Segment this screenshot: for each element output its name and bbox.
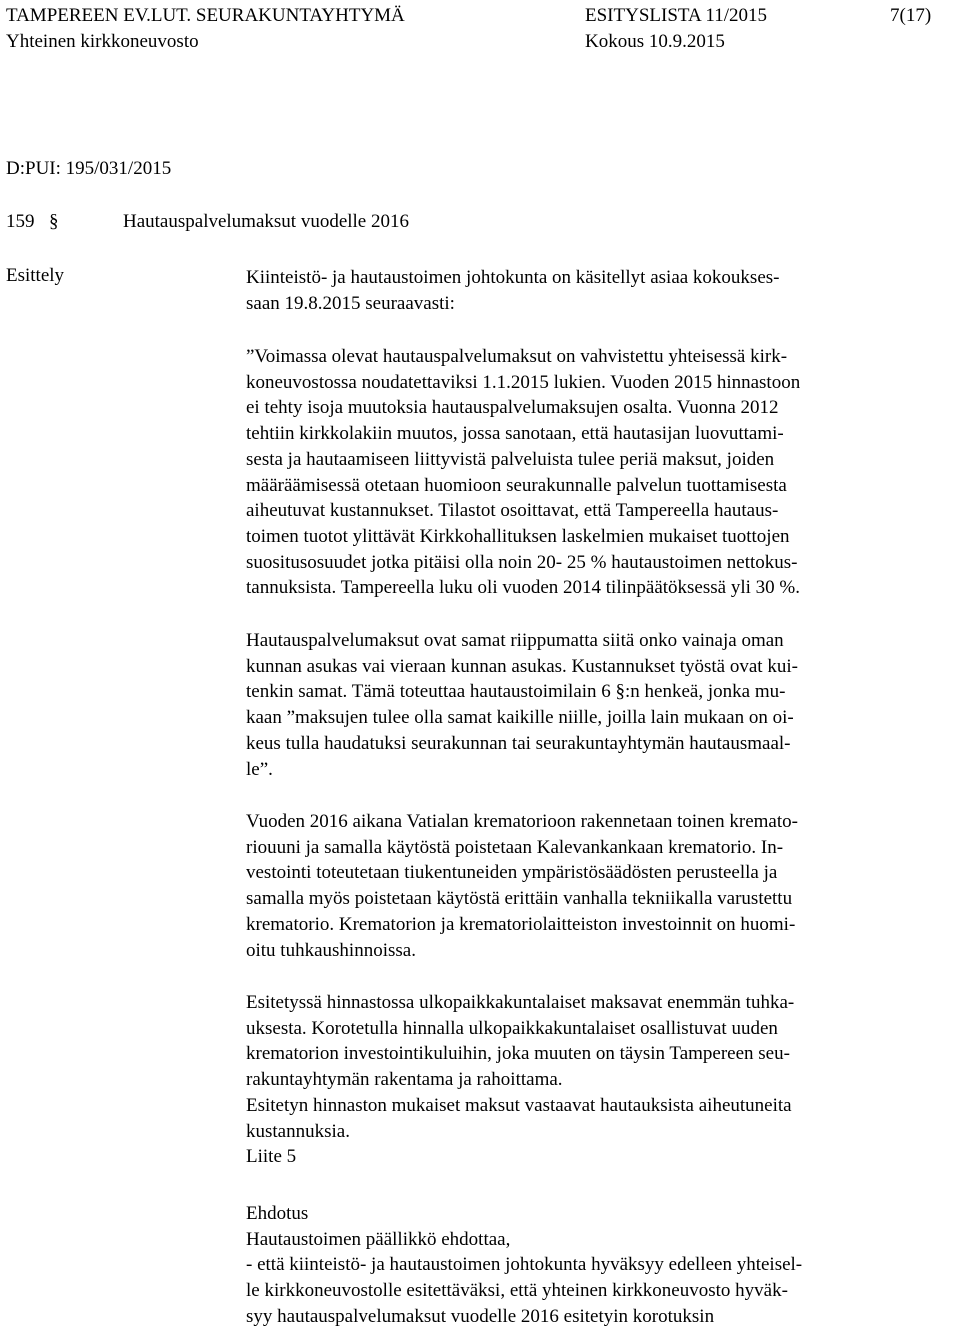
quote-line: sesta ja hautaamiseen liittyvistä palveluista tulee periä maksut, joiden: [246, 448, 775, 470]
proposal-line: - että kiinteistö- ja hautaustoimen johtokunta hyväksyy edelleen yhteisel-: [246, 1254, 803, 1276]
paragraph-line: Esitetyssä hinnastossa ulkopaikkakuntalaiset maksavat enemmän tuhka-: [246, 992, 795, 1013]
fee-equality-paragraph: [246, 628, 910, 782]
paragraph-line: le”.: [246, 758, 273, 780]
paragraph-line: rakuntayhtymän rakentama ja rahoittama.: [246, 1069, 563, 1091]
quote-line: suositusosuudet jotka pitäisi olla noin 20- 25 % hautaustoimen nettokus-: [246, 551, 798, 573]
header-body: Yhteinen kirkkoneuvosto: [6, 31, 199, 52]
paragraph-line: kaan ”maksujen tulee olla samat kaikille niille, joilla lain mukaan on oi-: [246, 707, 794, 729]
paragraph-line: krematorio. Krematorion ja krematoriolaitteiston investoinnit on huomi-: [246, 913, 796, 935]
intro-line: Kiinteistö- ja hautaustoimen johtokunta on käsitellyt asiaa kokoukses-: [246, 267, 780, 288]
header-org: TAMPEREEN EV.LUT. SEURAKUNTAYHTYMÄ: [6, 5, 405, 26]
section-symbol: §: [49, 211, 59, 232]
intro-line: saan 19.8.2015 seuraavasti:: [246, 292, 455, 314]
quote-line: koneuvostossa noudatettaviksi 1.1.2015 lukien. Vuoden 2015 hinnastoon: [246, 371, 801, 393]
paragraph-line: keus tulla haudatuksi seurakunnan tai seurakuntayhtymän hautausmaal-: [246, 732, 791, 754]
item-title: Hautauspalvelumaksut vuodelle 2016: [123, 211, 409, 232]
paragraph-line: kustannuksia.: [246, 1120, 350, 1142]
paragraph-line: uksesta. Korotetulla hinnalla ulkopaikkakuntalaiset osallistuvat uuden: [246, 1017, 778, 1039]
paragraph-line: kunnan asukas vai vieraan kunnan asukas. Kustannukset työstä ovat kui-: [246, 655, 798, 677]
paragraph-line: Esitetyn hinnaston mukaiset maksut vastaavat hautauksista aiheutuneita: [246, 1094, 792, 1116]
paragraph-line: samalla myös poistetaan käytöstä erittäin vanhalla tekniikalla varustettu: [246, 888, 793, 910]
paragraph-line: krematorion investointikuluihin, joka muuten on täysin Tampereen seu-: [246, 1043, 790, 1065]
crematorium-paragraph: [246, 809, 910, 963]
quote-line: ei tehty isoja muutoksia hautauspalvelumaksujen osalta. Vuonna 2012: [246, 397, 779, 419]
proposal-line: Hautaustoimen päällikkö ehdottaa,: [246, 1228, 511, 1250]
paragraph-line: Vuoden 2016 aikana Vatialan krematorioon rakennetaan toinen kremato-: [246, 811, 798, 832]
quote-line: ”Voimassa olevat hautauspalvelumaksut on vahvistettu yhteisessä kirk-: [246, 346, 788, 367]
proposal-line: le kirkkoneuvostolle esitettäväksi, että yhteinen kirkkoneuvosto hyväk-: [246, 1280, 788, 1302]
proposal-heading: Ehdotus: [246, 1203, 309, 1224]
paragraph-line: vestointi toteutetaan tiukentuneiden ympäristösäädösten perusteella ja: [246, 862, 778, 884]
esittely-label: Esittely: [6, 265, 65, 286]
pricing-paragraph: [246, 990, 910, 1170]
intro-paragraph: [246, 265, 910, 316]
paragraph-line: riouuni ja samalla käytöstä poistetaan Kalevankankaan krematorio. In-: [246, 836, 784, 858]
paragraph-line: Hautauspalvelumaksut ovat samat riippumatta siitä onko vainaja oman: [246, 630, 784, 651]
quote-line: määräämisessä otetaan huomioon seurakunnalle palvelun tuottamisesta: [246, 474, 787, 496]
proposal-line: syy hautauspalvelumaksut vuodelle 2016 esitetyin korotuksin: [246, 1305, 715, 1327]
paragraph-line: tenkin samat. Tämä toteuttaa hautaustoimilain 6 §:n henkeä, jonka mu-: [246, 681, 786, 703]
header-list-number: ESITYSLISTA 11/2015: [585, 5, 767, 26]
quote-line: toimen tuotot ylittävät Kirkkohallituksen laskelmien mukaiset tuottojen: [246, 525, 790, 547]
quote-line: tannuksista. Tampereella luku oli vuoden 2014 tilinpäätöksessä yli 30 %.: [246, 577, 800, 599]
quote-line: tehtiin kirkkolakiin muutos, jossa sanotaan, että hautasijan luovuttami-: [246, 423, 784, 445]
quote-paragraph: [246, 344, 910, 601]
item-number: 159: [6, 211, 35, 232]
proposal-section: [246, 1201, 910, 1330]
quote-line: aiheutuvat kustannukset. Tilastot osoittavat, että Tampereella hautaus-: [246, 500, 779, 522]
header-page-number: 7(17): [890, 5, 932, 26]
paragraph-line: oitu tuhkaushinnoissa.: [246, 939, 416, 961]
header-meeting-date: Kokous 10.9.2015: [585, 31, 725, 52]
attachment-reference: Liite 5: [246, 1146, 297, 1168]
dpui-reference: D:PUI: 195/031/2015: [6, 158, 172, 179]
